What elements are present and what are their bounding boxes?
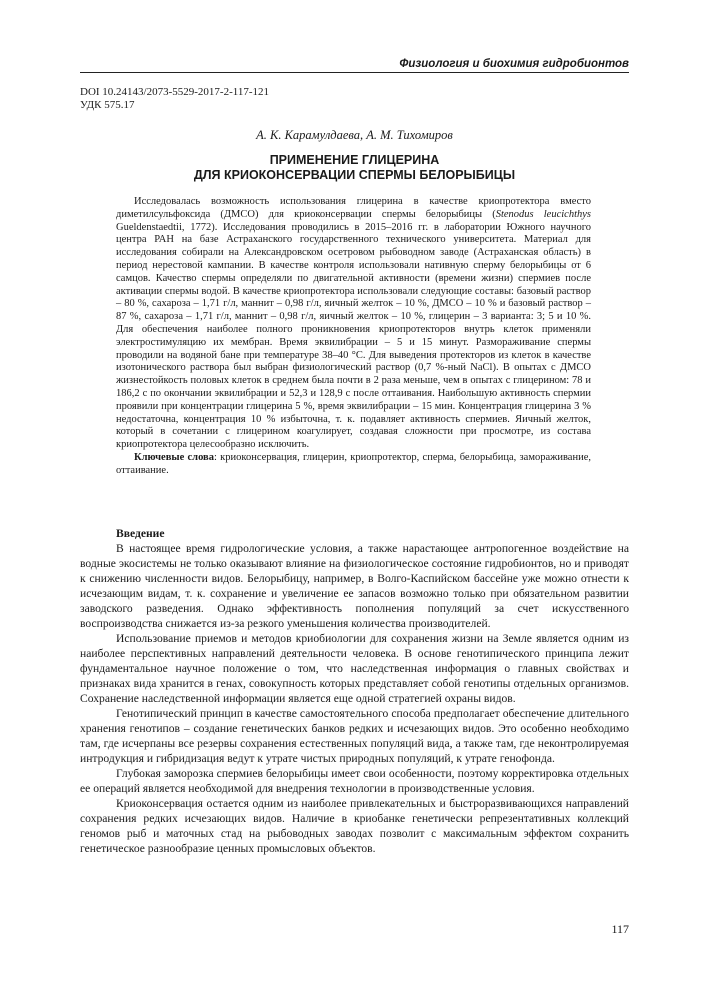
paragraph-5: Криоконсервация остается одним из наиболее привлекательных и быстроразвивающихся направлений сохранения редких исчезающих видов. Наличие в криобанке генетически репрезентативных коллекций геномов рыб и маточных стад на рыбоводных заводах позволит с максимальным эффектом сохранить генетическое разнообразие ценных промысловых объектов. bbox=[80, 797, 629, 855]
abstract-paragraph bbox=[116, 196, 591, 452]
introduction-section bbox=[80, 526, 629, 856]
paragraph-4: Глубокая заморозка спермиев белорыбицы имеет свои особенности, поэтому корректировка отдельных ее операций является необходимой для внедрения технологии в производственные условия. bbox=[80, 767, 629, 795]
paragraph-2: Использование приемов и методов криобиологии для сохранения жизни на Земле является одним из наиболее перспективных направлений деятельности человека. В основе генотипического принципа лежит фундаментальное научное положение о том, что наследственная информация о главных свойствах и признаках вида хранится в генах, совокупность которых представляет собой генотипы отдельных организмов. Сохранение наследственной информации является еще одной стратегией охраны видов. bbox=[80, 632, 629, 705]
abstract-part-2: Gueldenstaedtii, 1772). Исследования проводились в 2015–2016 гг. в лаборатории Южного научного центра РАН на базе Астраханского государственного технического университета. Материал для исследования собирали на Александровском осетровом рыбоводном заводе (Астраханская область) в период нерестовой кампании. В качестве контроля использовали нативную сперму белорыбицы от 6 самцов. Качество спермы определяли по двигательной активности (времени жизни) спермиев после активации спермы водой. В качестве криопротектора использовали следующие составы: базовый раствор – 80 %, сахароза – 1,71 г/л, маннит – 0,98 г/л, яичный желток – 10 %, ДМСО – 10 % и базовый раствор – 87 %, сахароза – 1,71 г/л, маннит – 0,98 г/л, яичный желток – 10 %, глицерин – 3 варианта: 3; 5 и 10 %. Для обеспечения наиболее полного проникновения криопротекторов внутрь клеток применяли электростимуляцию их мембран. Время эквилибрации – 5 и 15 минут. Размораживание спермы проводили на водяной бане при температуре 38–40 °С. Для выведения протекторов из клеток в качестве изотонического раствора был выбран физиологический раствор (0,7 %-ный NaCl). В опытах с ДМСО жизнестойкость половых клеток в среднем была почти в 2 раза меньше, чем в опытах с глицерином: 78 и 186,2 с по окончании эквилибрации и 52,3 и 128,9 с после оттаивания. Наибольшую активность спермии проявили при концентрации глицерина 5 %, время эквилибрации – 15 мин. Концентрация глицерина 3 % недостаточна, концентрация 10 % избыточна, т. к. подавляет активность спермиев. Яичный желток, который в сочетании с глицерином коагулирует, создавая сложности при просмотре, из состава криопротектора целесообразно исключить. bbox=[116, 221, 591, 451]
paragraph-3: Генотипический принцип в качестве самостоятельного способа предполагает обеспечение длительного хранения генотипов – создание генетических банков редких и исчезающих видов. Это особенно необходимо там, где исчерпаны все резервы сохранения естественных популяций вида, а также там, где неконтролируемая интродукция и гибридизация ведут к утрате чистых природных популяций, к утрате генофонда. bbox=[80, 707, 629, 765]
udc: УДК 575.17 bbox=[80, 99, 135, 111]
species-name: Stenodus leucichthys bbox=[495, 208, 591, 220]
page-number: 117 bbox=[611, 922, 629, 936]
keywords-text: : криоконсервация, глицерин, криопротектор, сперма, белорыбица, замораживание, оттаивание. bbox=[116, 451, 591, 476]
running-header: Физиология и биохимия гидробионтов bbox=[80, 58, 629, 73]
paragraph-1: В настоящее время гидрологические условия, а также нарастающее антропогенное воздействие на водные экосистемы не только оказывают влияние на физиологическое состояние гидробионтов, но и приводят к снижению численности видов. Белорыбицу, например, в Волго-Каспийском бассейне уже можно отнести к исчезающим видам, т. к. сохранение и увеличение ее запасов возможно только при обязательном развитии заводского разведения. Однако эффективность пополнения популяций за счет искусственного воспроизводства снижается из-за резкого уменьшения количества производителей. bbox=[80, 542, 629, 630]
article-title bbox=[0, 153, 709, 183]
keywords-label: Ключевые слова bbox=[134, 451, 214, 463]
abstract bbox=[116, 196, 591, 478]
doi: DOI 10.24143/2073-5529-2017-2-117-121 bbox=[80, 86, 270, 98]
keywords bbox=[116, 452, 591, 478]
section-heading: Введение bbox=[116, 527, 165, 540]
title-line-2: ДЛЯ КРИОКОНСЕРВАЦИИ СПЕРМЫ БЕЛОРЫБИЦЫ bbox=[193, 168, 516, 182]
abstract-part-1: Исследовалась возможность использования глицерина в качестве криопротектора вместо диметилсульфоксида (ДМСО) для криоконсервации спермы белорыбицы ( bbox=[116, 196, 591, 220]
article-meta bbox=[80, 86, 269, 112]
title-line-1: ПРИМЕНЕНИЕ ГЛИЦЕРИНА bbox=[269, 153, 440, 167]
authors: А. К. Карамулдаева, А. М. Тихомиров bbox=[256, 128, 453, 142]
